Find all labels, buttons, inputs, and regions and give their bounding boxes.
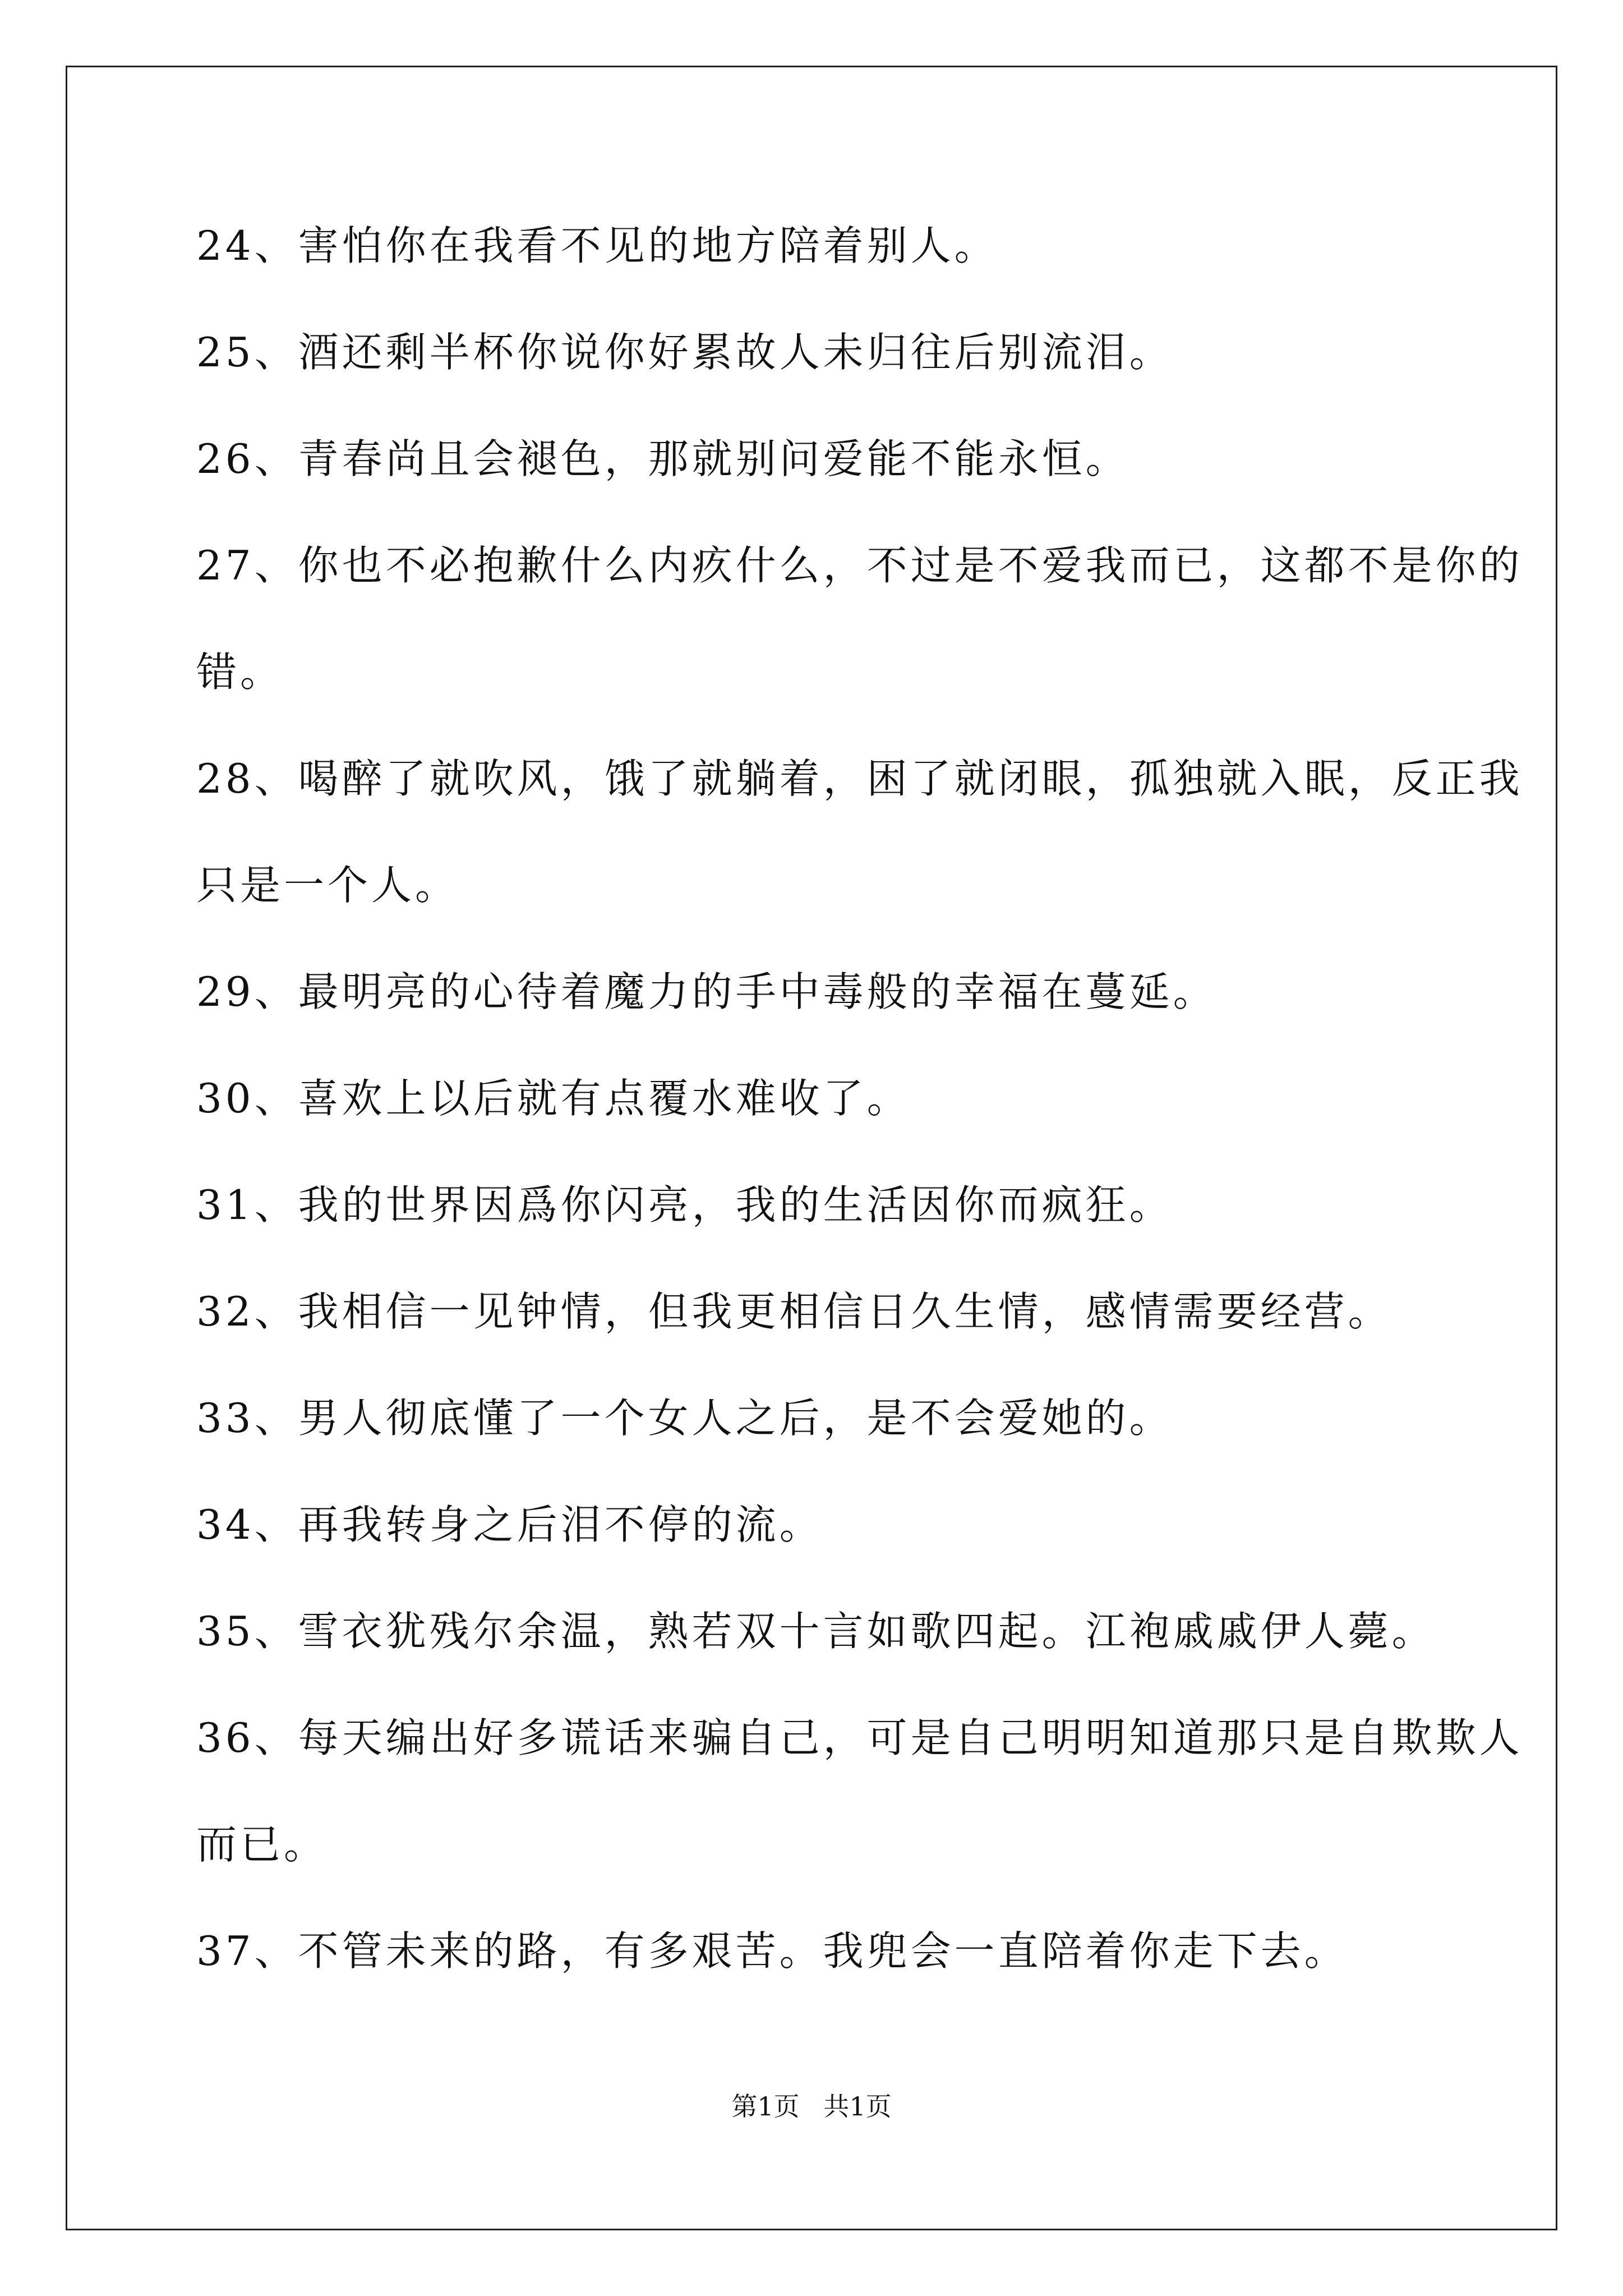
text-line: 25、酒还剩半杯你说你好累故人未归往后别流泪。 [196,329,1173,376]
text-line: 31、我的世界因爲你闪亮，我的生活因你而疯狂。 [196,1181,1173,1228]
text-line: 37、不管未来的路，有多艰苦。我兜会一直陪着你走下去。 [196,1927,1348,1975]
text-line: 33、男人彻底懂了一个女人之后，是不会爱她的。 [196,1395,1173,1442]
text-line: 26、青春尚且会褪色，那就别问爱能不能永恒。 [196,435,1129,482]
text-line: 30、喜欢上以后就有点覆水难收了。 [196,1075,911,1122]
text-line: 28、喝醉了就吹风，饿了就躺着，困了就闭眼，孤独就入眠，反正我 [196,755,1523,802]
page-footer [0,2090,1623,2123]
text-line: 而已。 [196,1821,328,1868]
document-body [196,219,1523,1978]
page-number-total: 共1页 [823,2091,892,2122]
text-line: 错。 [196,648,284,696]
text-line: 35、雪衣犹残尔余温，熟若双十言如歌四起。江袍戚戚伊人薨。 [196,1608,1436,1655]
text-line: 29、最明亮的心待着魔力的手中毒般的幸福在蔓延。 [196,968,1217,1015]
text-line: 34、再我转身之后泪不停的流。 [196,1501,823,1548]
text-line: 24、害怕你在我看不见的地方陪着别人。 [196,222,998,269]
text-line: 32、我相信一见钟情，但我更相信日久生情，感情需要经营。 [196,1288,1392,1335]
text-line: 27、你也不必抱歉什么内疚什么，不过是不爱我而已，这都不是你的 [196,542,1523,589]
text-line: 只是一个人。 [196,862,459,909]
page-number-current: 第1页 [731,2091,800,2122]
text-line: 36、每天编出好多谎话来骗自己，可是自己明明知道那只是自欺欺人 [196,1714,1523,1761]
